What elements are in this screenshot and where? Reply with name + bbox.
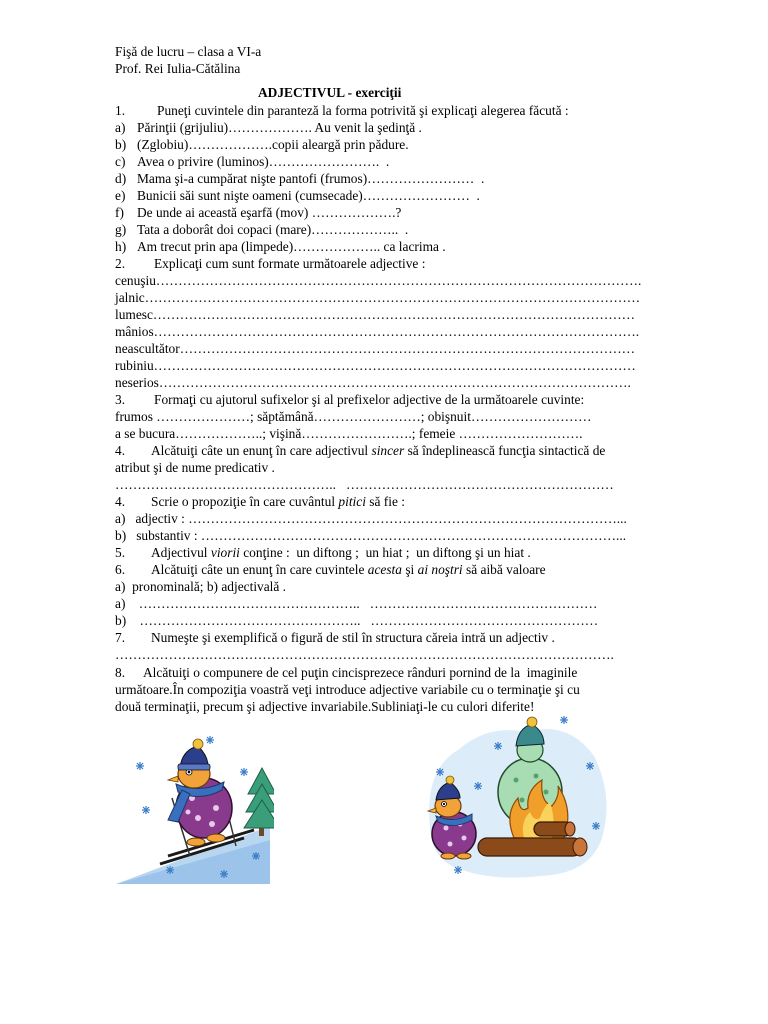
penguin-skiing-illustration — [112, 728, 274, 888]
hat-pompom — [446, 776, 454, 784]
exercise-8-instruction: Alcătuiţi o compunere de cel puţin cincisprezece rânduri pornind de la imaginile — [143, 665, 578, 680]
beak — [168, 776, 178, 782]
word-line: rubiniu……………………………………………………………………………………………… — [115, 358, 636, 373]
hat-pompom — [527, 717, 537, 727]
item-label: g) — [115, 222, 127, 237]
exercise-number: 5. — [115, 545, 126, 560]
exercise-number: 6. — [115, 562, 126, 577]
exercise-3-instruction: Formaţi cu ajutorul sufixelor şi al prefixelor adjective de la următoarele cuvinte: — [154, 392, 585, 407]
word-line: jalnic………………………………………………………………………………………………… — [115, 290, 641, 305]
exercise-number: 7. — [115, 630, 126, 645]
worksheet-header-line1: Fişă de lucru – clasa a VI-a — [115, 44, 262, 59]
exercise-6-instruction-cont: a) pronominală; b) adjectivală . — [115, 579, 287, 594]
item-label: h) — [115, 239, 127, 254]
item-label: c) — [115, 154, 126, 169]
exercise-4-instruction: Alcătuiţi câte un enunţ în care adjectivul sincer să îndeplinească funcţia sintactică de — [151, 443, 606, 458]
item-text: Tata a doborât doi copaci (mare)……………….. . — [137, 222, 409, 237]
page-title: ADJECTIVUL - exerciţii — [258, 85, 402, 100]
exercise-1-instruction: Puneţi cuvintele din paranteză la forma potrivită şi explicaţi alegerea făcută : — [157, 103, 569, 118]
penguin-campfire-illustration — [418, 710, 612, 882]
exercise-7-instruction: Numeşte şi exemplifică o figură de stil în structura căreia intră un adjectiv . — [151, 630, 555, 645]
exercise-2-instruction: Explicaţi cum sunt formate următoarele adjective : — [154, 256, 426, 271]
answer-line: a) ………………………………………….. …………………………………………… — [115, 596, 598, 611]
answer-line: b) ………………………………………….. …………………………………………… — [115, 613, 599, 628]
foot — [457, 853, 471, 859]
item-text: Bunicii săi sunt nişte oameni (cumsecade)…………………… . — [137, 188, 480, 203]
item-text: Părinţii (grijuliu)………………. Au venit la şedinţă . — [137, 120, 422, 135]
hat-pompom — [193, 739, 203, 749]
exercise-4b-instruction: Scrie o propoziţie în care cuvântul pitici să fie : — [151, 494, 405, 509]
word-line: cenuşiu………………………………………………………………………………………………. — [115, 273, 642, 288]
exercise-number: 3. — [115, 392, 126, 407]
word-line: neascultător………………………………………………………………………………………… — [115, 341, 635, 356]
exercise-number: 8. — [115, 665, 126, 680]
word-line: neserios……………………………………………………………………………………………. — [115, 375, 631, 390]
worksheet-header-line2: Prof. Rei Iulia-Cătălina — [115, 61, 241, 76]
item-text: Am trecut prin apa (limpede)……………….. ca lacrima . — [137, 239, 446, 254]
foot — [441, 853, 455, 859]
exercise-8-instruction-cont: următoare.În compoziţia voastră veţi introduce adjective variabile cu o terminaţie şi cu — [115, 682, 580, 697]
foot — [187, 838, 205, 846]
item-label: b) — [115, 137, 127, 152]
item-label: a) — [115, 120, 126, 135]
exercise-8-instruction-cont: două terminaţii, precum şi adjective invariabile.Subliniaţi-le cu culori diferite! — [115, 699, 535, 714]
item-label: f) — [115, 205, 124, 220]
foot — [207, 834, 225, 842]
answer-line: b) substantiv : …………………………………………………………………………………... — [115, 528, 627, 543]
exercise-5-instruction: Adjectivul viorii conţine : un diftong ; un hiat ; un diftong şi un hiat . — [151, 545, 531, 560]
exercise-number: 4. — [115, 443, 126, 458]
item-text: De unde ai această eşarfă (mov) ……………….? — [137, 205, 402, 220]
item-text: Avea o privire (luminos)……………………. . — [137, 154, 390, 169]
exercise-number: 1. — [115, 103, 126, 118]
pine-tree — [244, 768, 274, 836]
hat — [516, 724, 544, 746]
item-label: d) — [115, 171, 127, 186]
answer-line: a se bucura………………..; vişină…………………….; femeie ………………………. — [115, 426, 583, 441]
exercise-number: 2. — [115, 256, 126, 271]
answer-line: …………………………………………………………………………………………………. — [115, 647, 614, 662]
item-text: (Zglobiu)……………….copii aleargă prin pădure. — [137, 137, 409, 152]
answer-line: a) adjectiv : ……………………………………………………………………………………... — [115, 511, 627, 526]
answer-line: frumos …………………; săptămână……………………; obişnuit……………………… — [115, 409, 592, 424]
word-line: lumesc……………………………………………………………………………………………… — [115, 307, 635, 322]
word-line: mânios………………………………………………………………………………………………. — [115, 324, 640, 339]
item-text: Mama şi-a cumpărat nişte pantofi (frumos)…………………… . — [137, 171, 485, 186]
exercise-6-instruction: Alcătuiţi câte un enunţ în care cuvintele acesta şi ai noştri să aibă valoare — [151, 562, 546, 577]
answer-line: ………………………………………….. …………………………………………………… — [115, 477, 614, 492]
item-label: e) — [115, 188, 126, 203]
exercise-number: 4. — [115, 494, 126, 509]
exercise-4-instruction-cont: atribut şi de nume predicativ . — [115, 460, 275, 475]
